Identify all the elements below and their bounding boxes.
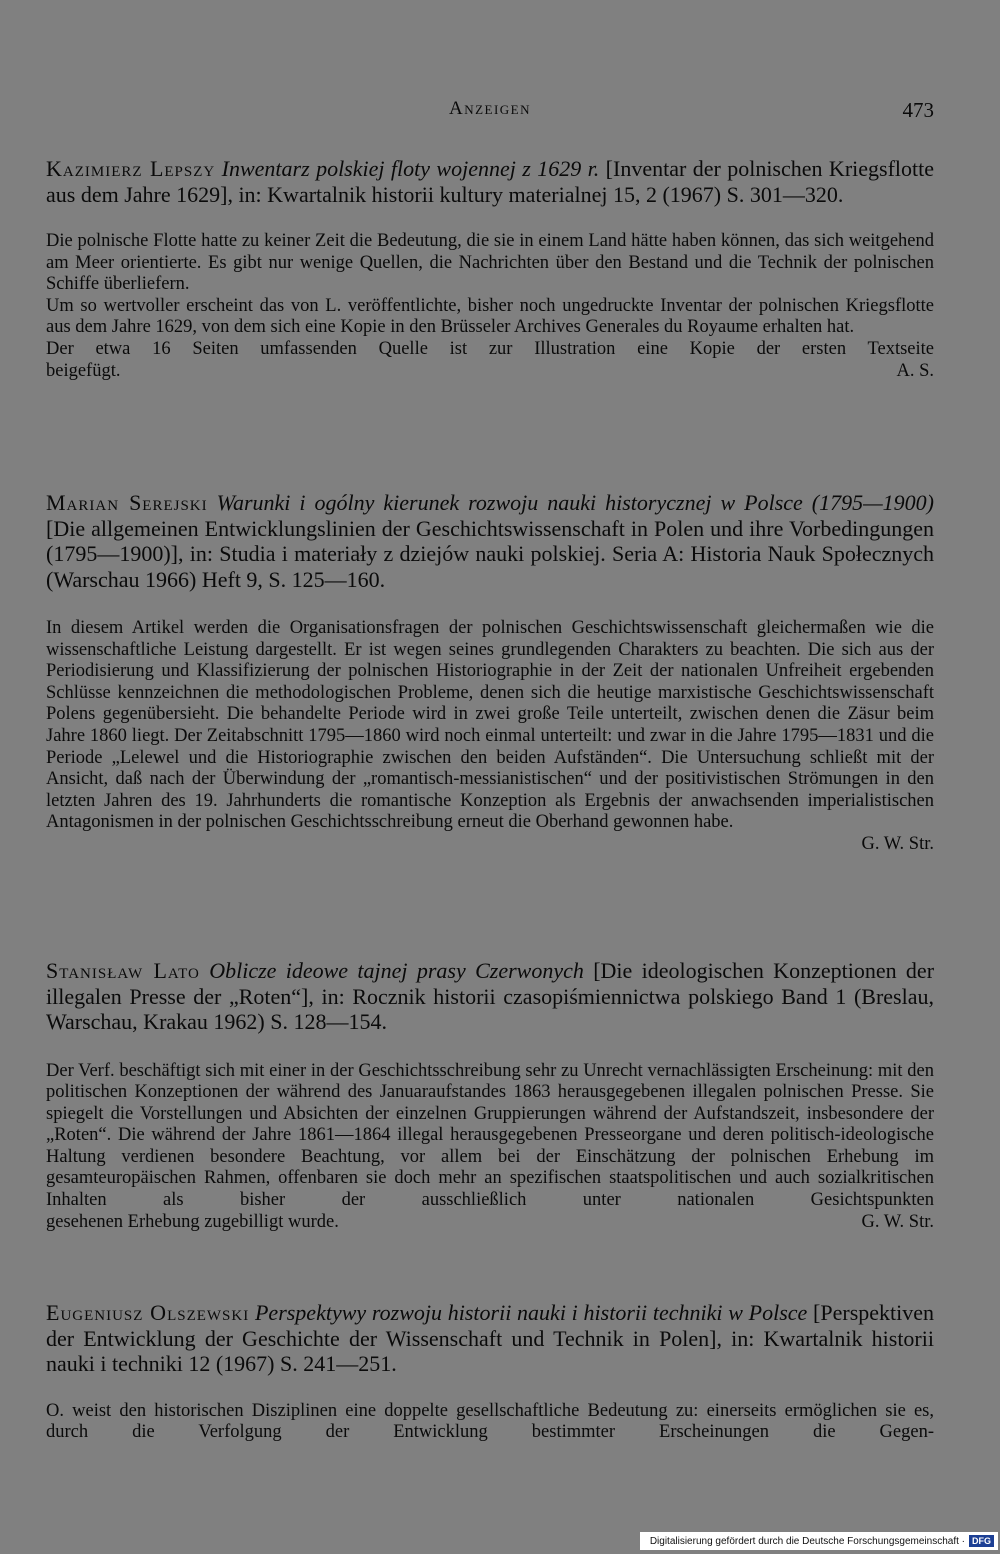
entry-citation-text: [Perspektiven der Entwicklung der Geschichte der Wissenschaft und Technik in Polen], in: Kwartalnik historii nauki i techniki 12 (1967) S. 241—251.: [46, 1300, 935, 1376]
review-entry: [46, 156, 934, 382]
abstract-last-line: [46, 1212, 934, 1234]
abstract-paragraph: O. weist den historischen Disziplinen eine doppelte gesellschaftliche Bedeutung zu: einerseits ermöglichen sie es, durch die Verfolgung der Entwicklung bestimmter Erscheinungen die Gegen-: [46, 1400, 934, 1443]
abstract-paragraph: In diesem Artikel werden die Organisationsfragen der polnischen Geschichtswissenschaft gleichermaßen wie die wissenschaftliche Leistung dargestellt. Er ist wegen seines grundlegenden Charakters zu beachten. Die sich aus der Periodisierung und Klassifizierung der polnischen Historiographie in der Zeit der nationalen Unfreiheit ergebenden Schlüsse kennzeichnen die methodologischen Probleme, denen sich die heutige marxistische Geschichtswissenschaft Polens gegenübersieht. Die behandelte Periode wird in zwei große Teile unterteilt, zwischen denen die Zäsur beim Jahre 1860 liegt. Der Zeitabschnitt 1795—1860 wird noch einmal unterteilt: und zwar in die Jahre 1795—1831 und die Periode „Lelewel und die Historiographie zwischen den beiden Aufständen“. Die Untersuchung schließt mit der Ansicht, daß nach der Überwindung der „romantisch-messianistischen“ und der positivistischen Strömungen in den letzten Jahren des 19. Jahrhunderts die romantische Konzeption als Ergebnis der anwachsenden imperialistischen Antagonismen in der polnischen Geschichtsschreibung erneut die Oberhand gewonnen habe.: [46, 618, 934, 833]
footer-text: Digitalisierung gefördert durch die Deutsche Forschungsgemeinschaft ·: [649, 1535, 965, 1547]
abstract-paragraph: Um so wertvoller erscheint das von L. veröffentlichte, bisher noch ungedruckte Inventar der polnischen Kriegsflotte aus dem Jahre 1629, von dem sich eine Kopie in den Brüsseler Archives Generales du Royaume erhalten hat.: [46, 295, 934, 338]
abstract-last-line: [46, 361, 934, 383]
entry-citation: [46, 958, 934, 1035]
page-number: 473: [902, 98, 934, 122]
running-head: Anzeigen: [448, 98, 532, 119]
entry-author: Kazimierz Lepszy: [46, 156, 216, 181]
entry-abstract: [46, 1061, 934, 1234]
entry-author: Marian Serejski: [46, 490, 208, 515]
entry-title: Perspektywy rozwoju historii nauki i historii techniki w Polsce: [254, 1300, 808, 1325]
entry-citation-text: [Inventar der polnischen Kriegsflotte aus dem Jahre 1629], in: Kwartalnik historii kultury materialnej 15, 2 (1967) S. 301—320.: [46, 156, 935, 207]
abstract-paragraph: Der etwa 16 Seiten umfassenden Quelle ist zur Illustration eine Kopie der ersten Textseite: [46, 338, 934, 359]
entry-abstract: [46, 618, 934, 856]
entry-citation: [46, 156, 934, 207]
reviewer-signature: G. W. Str.: [861, 833, 934, 854]
entry-author: Eugeniusz Olszewski: [46, 1300, 250, 1325]
entry-citation-text: [Die ideologischen Konzeptionen der illegalen Presse der „Roten“], in: Rocznik historii czasopiśmiennictwa polskiego Band 1 (Breslau, Warschau, Krakau 1962) S. 128—154.: [46, 958, 935, 1034]
abstract-paragraph: Die polnische Flotte hatte zu keiner Zeit die Bedeutung, die sie in einem Land hätte haben können, das sich weitgehend am Meer orientierte. Es gibt nur wenige Quellen, die Nachrichten über den Bestand und die Technik der polnischen Schiffe überliefern.: [46, 231, 934, 295]
abstract-last-line-text: beigefügt.: [46, 360, 121, 381]
entry-citation: [46, 1300, 934, 1377]
digitization-footer: [640, 1532, 998, 1550]
reviewer-signature: A. S.: [896, 360, 934, 381]
entry-title: Oblicze ideowe tajnej prasy Czerwonych: [209, 958, 584, 983]
dfg-logo: DFG: [969, 1535, 994, 1547]
entry-abstract: [46, 1401, 934, 1444]
review-entry: [46, 958, 934, 1233]
entry-title: Inwentarz polskiej floty wojennej z 1629 r.: [221, 156, 600, 181]
page-header: [46, 98, 934, 128]
abstract-paragraph: Der Verf. beschäftigt sich mit einer in der Geschichtsschreibung sehr zu Unrecht vernachlässigten Erscheinung: mit den politischen Konzeptionen der während des Januaraufstandes 1863 herausgegebenen illegalen polnischen Presse. Sie spiegelt die Vorstellungen und Absichten der einzelnen Gruppierungen während der Aufstandszeit, insbesondere der „Roten“. Die während der Jahre 1861—1864 illegal herausgegebenen Presseorgane und deren politisch-ideologische Haltung verdienen besondere Beachtung, vor allem bei der Einschätzung der polnischen Erhebung im gesamteuropäischen Rahmen, offenbaren sie doch mehr an spezifischen staatspolitischen und auch sozialkritischen Inhalten als bisher der ausschließlich unter nationalen Gesichtspunkten: [46, 1060, 934, 1211]
review-entry: [46, 1300, 934, 1444]
review-entry: [46, 490, 934, 856]
abstract-last-line-text: gesehenen Erhebung zugebilligt wurde.: [46, 1211, 339, 1232]
entry-title: Warunki i ogólny kierunek rozwoju nauki historycznej w Polsce (1795—1900): [216, 490, 935, 515]
entry-citation: [46, 490, 934, 592]
entry-author: Stanisław Lato: [46, 958, 200, 983]
entry-citation-text: [Die allgemeinen Entwicklungslinien der Geschichtswissenschaft in Polen und ihre Vorbedingungen (1795—1900)], in: Studia i materiały z dziejów nauki polskiej. Seria A: Historia Nauk Społecznych (Warschau 1966) Heft 9, S. 125—160.: [46, 515, 934, 592]
entry-abstract: [46, 231, 934, 382]
reviewer-signature: G. W. Str.: [861, 1211, 934, 1232]
